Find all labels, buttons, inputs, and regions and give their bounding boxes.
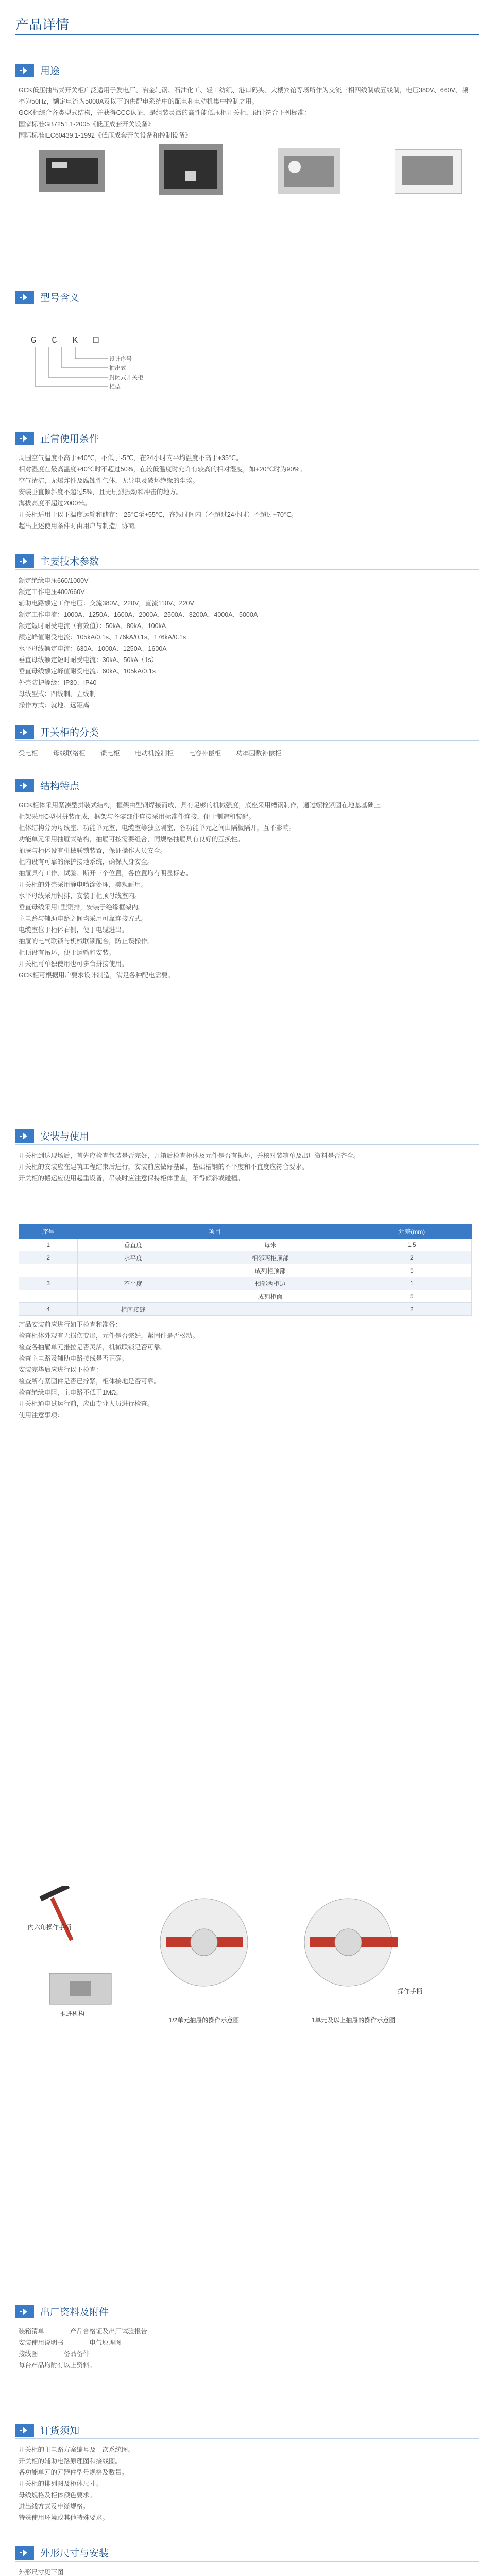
list-item bbox=[19, 2348, 472, 2360]
section-title: 正常使用条件 bbox=[40, 434, 99, 445]
list-item: 相对湿度在最高温度+40℃时不超过50%，在较低温度时允许有较高的相对湿度，如+20℃时为90%。 bbox=[19, 466, 306, 473]
list-item: 外形尺寸见下图 bbox=[19, 2569, 64, 2576]
install-note: 开关柜通电试运行前，应由专业人员进行检查。 bbox=[19, 1400, 154, 1408]
model-label: 柜型 bbox=[109, 384, 121, 390]
list-item: 特殊使用环境或其他特殊要求。 bbox=[19, 2514, 109, 2521]
install-notes bbox=[19, 1319, 472, 1421]
structure-paragraph: 水平母线采用铜排，安装于柜顶母线室内。 bbox=[19, 892, 141, 900]
product-image-2 bbox=[155, 135, 227, 198]
table-cell: 垂直度 bbox=[78, 1239, 189, 1251]
usage-paragraph: GCK柜综合各类型式结构，并获得CCC认证，是组装灵活的高性能低压柜开关柜，设计符合下列标准： bbox=[19, 109, 311, 116]
structure-paragraph: 电缆室位于柜体右侧，便于电缆进出。 bbox=[19, 926, 128, 934]
section-accessories bbox=[15, 2303, 479, 2320]
cabinet-type: 母线联络柜 bbox=[53, 750, 86, 757]
list-item: 安装垂直倾斜度不超过5%，且无剧烈振动和冲击的地方。 bbox=[19, 488, 183, 496]
conditions-list bbox=[19, 452, 472, 532]
section-marker-icon bbox=[15, 2305, 34, 2318]
list-item: 外壳防护等级：IP30、IP40 bbox=[19, 679, 97, 686]
table-row bbox=[19, 1251, 472, 1264]
table-header: 序号 bbox=[19, 1225, 78, 1239]
section-conditions bbox=[15, 430, 479, 447]
list-item: 额定工作电压400/660V bbox=[19, 588, 85, 596]
cabinet-type: 功率因数补偿柜 bbox=[236, 750, 282, 757]
product-image-1 bbox=[36, 135, 108, 198]
structure-paragraph: 柜内设有可靠的保护接地系统，确保人身安全。 bbox=[19, 858, 154, 866]
list-item: 超出上述使用条件时由用户与制造厂协商。 bbox=[19, 522, 141, 530]
table-header: 项目 bbox=[78, 1225, 352, 1239]
model-label: 设计序号 bbox=[109, 356, 132, 362]
dimensions-list bbox=[19, 2567, 472, 2576]
list-item: 额定短时耐受电流（有效值）：50kA、80kA、100kA bbox=[19, 622, 166, 630]
structure-paragraph: 开关柜的外壳采用静电喷涂处理，美观耐用。 bbox=[19, 881, 148, 888]
usage-paragraph: 国际标准IEC60439.1-1992《低压成套开关设备和控制设备》 bbox=[19, 132, 192, 139]
table-row bbox=[19, 1277, 472, 1290]
table-header: 允差(mm) bbox=[352, 1225, 471, 1239]
table-row bbox=[19, 1264, 472, 1277]
table-cell: 成列柜顶部 bbox=[189, 1264, 352, 1277]
page-title: 产品详情 bbox=[15, 17, 70, 32]
section-divider bbox=[15, 2438, 479, 2439]
section-marker-icon bbox=[15, 64, 34, 77]
table-cell: 2 bbox=[352, 1303, 471, 1316]
section-marker-icon bbox=[15, 2424, 34, 2437]
structure-paragraph: 柜架采用C型材拼装而成，框架与各零部件连接采用标准件连接，便于制造和装配。 bbox=[19, 813, 255, 820]
table-cell: 每米 bbox=[189, 1239, 352, 1251]
section-marker-icon bbox=[15, 554, 34, 568]
section-title: 开关柜的分类 bbox=[40, 727, 99, 738]
list-item: 空气清洁，无爆炸性及腐蚀性气体，无导电及破坏绝缘的尘埃。 bbox=[19, 477, 199, 484]
section-title: 结构特点 bbox=[40, 781, 80, 792]
structure-paragraph: 主电路与辅助电路之间均采用可靠连接方式。 bbox=[19, 915, 148, 922]
install-paragraph: 开关柜的搬运应使用起重设备，吊装时应注意保持柜体垂直，不得倾斜或碰撞。 bbox=[19, 1175, 244, 1182]
section-marker-icon bbox=[15, 432, 34, 445]
list-item: 开关柜的排列图及柜体尺寸。 bbox=[19, 2480, 103, 2487]
section-marker-icon bbox=[15, 2546, 34, 2560]
table-cell bbox=[19, 1264, 78, 1277]
structure-paragraph: 开关柜可单独使用也可多台拼接使用。 bbox=[19, 960, 128, 968]
section-divider bbox=[15, 1144, 479, 1145]
accessories-note: 每台产品均附有以上资料。 bbox=[19, 2362, 96, 2369]
table-cell: 5 bbox=[352, 1264, 471, 1277]
table-cell bbox=[78, 1264, 189, 1277]
table-cell bbox=[19, 1290, 78, 1303]
accessories-list bbox=[19, 2326, 472, 2371]
section-classify bbox=[15, 723, 479, 741]
accessory-item: 装箱清单 bbox=[19, 2328, 45, 2335]
table-row bbox=[19, 1290, 472, 1303]
structure-paragraph: 抽屉与柜体设有机械联锁装置，保证操作人员安全。 bbox=[19, 847, 167, 854]
accessory-item: 电气原理图 bbox=[89, 2339, 122, 2346]
section-dimensions bbox=[15, 2544, 479, 2562]
section-title: 型号含义 bbox=[40, 293, 80, 303]
table-row bbox=[19, 1303, 472, 1316]
section-title: 外形尺寸与安装 bbox=[40, 2548, 109, 2559]
cabinet-type: 受电柜 bbox=[19, 750, 38, 757]
model-diagram-lines bbox=[31, 347, 113, 394]
section-structure bbox=[15, 777, 479, 794]
cabinet-type: 电容补偿柜 bbox=[189, 750, 221, 757]
model-label: 封闭式开关柜 bbox=[109, 375, 143, 381]
table-cell: 水平度 bbox=[78, 1251, 189, 1264]
table-cell bbox=[189, 1303, 352, 1316]
structure-paragraph: 垂直母线采用L型铜排，安装于绝缘框架内。 bbox=[19, 904, 145, 911]
list-item: 额定工作电流：1000A、1250A、1600A、2000A、2500A、3200A、4000A、5000A bbox=[19, 611, 258, 618]
table-cell: 相邻两柜边 bbox=[189, 1277, 352, 1290]
section-install bbox=[15, 1127, 479, 1145]
list-item: 开关柜的辅助电路原理图和接线图。 bbox=[19, 2458, 122, 2465]
tolerance-table bbox=[19, 1224, 472, 1316]
section-title: 用途 bbox=[40, 66, 60, 77]
cabinet-type: 馈电柜 bbox=[100, 750, 120, 757]
list-item: 垂直母线额定峰值耐受电流：60kA、105kA/0.1s bbox=[19, 668, 156, 675]
table-cell: 1 bbox=[352, 1277, 471, 1290]
section-model bbox=[15, 289, 479, 306]
title-divider bbox=[15, 34, 479, 35]
install-note: 安装完毕后应进行以下检查： bbox=[19, 1366, 103, 1374]
table-cell: 2 bbox=[352, 1251, 471, 1264]
section-title: 安装与使用 bbox=[40, 1131, 90, 1142]
section-marker-icon bbox=[15, 1129, 34, 1143]
structure-paragraph: 柜顶设有吊环，便于运输和安装。 bbox=[19, 949, 115, 956]
install-note: 产品安装前应进行如下检查和准备： bbox=[19, 1321, 122, 1328]
section-ordering bbox=[15, 2421, 479, 2439]
list-item: 母线型式：四线制、五线制 bbox=[19, 690, 96, 698]
list-item: 各功能单元的元器件型号规格及数量。 bbox=[19, 2469, 128, 2476]
list-item bbox=[19, 2337, 472, 2348]
table-cell: 成列柜面 bbox=[189, 1290, 352, 1303]
list-item: 周围空气温度不高于+40℃，不低于-5℃，在24小时内平均温度不高于+35℃。 bbox=[19, 454, 243, 462]
install-note: 检查柜体外观有无损伤变形，元件是否完好，紧固件是否松动。 bbox=[19, 1332, 199, 1340]
diagram-caption: 内六角操作手柄 bbox=[27, 1924, 71, 1931]
section-marker-icon bbox=[15, 725, 34, 739]
list-item: 水平母线额定电流：630A、1000A、1250A、1600A bbox=[19, 645, 167, 652]
table-row bbox=[19, 1239, 472, 1251]
model-code: G C K □ bbox=[31, 336, 104, 346]
diagram-caption: 1单元及以上抽屉的操作示意图 bbox=[311, 2016, 396, 2024]
structure-paragraph: 柜体结构分为母线室、功能单元室、电缆室等独立隔室，各功能单元之间由隔板隔开，互不影响。 bbox=[19, 824, 296, 832]
structure-paragraph: GCK柜可根据用户要求设计制造，满足各种配电需要。 bbox=[19, 972, 175, 979]
table-cell bbox=[78, 1290, 189, 1303]
section-tech bbox=[15, 552, 479, 570]
list-item: 辅助电路额定工作电压：交流380V、220V，直流110V、220V bbox=[19, 600, 194, 607]
accessory-item: 安装使用说明书 bbox=[19, 2339, 64, 2346]
install-note: 检查主电路及辅助电路接线是否正确。 bbox=[19, 1355, 128, 1362]
structure-text bbox=[19, 800, 472, 981]
structure-paragraph: 功能单元采用抽屉式结构，抽屉可按需要组合，同规格抽屉具有良好的互换性。 bbox=[19, 836, 244, 843]
install-text bbox=[19, 1150, 472, 1184]
section-divider bbox=[15, 2561, 479, 2562]
table-cell: 柜间接缝 bbox=[78, 1303, 189, 1316]
cabinet-types bbox=[19, 748, 295, 757]
list-item: 进出线方式及电缆规格。 bbox=[19, 2503, 90, 2510]
cabinet-type: 电动机控制柜 bbox=[135, 750, 174, 757]
install-note: 使用注意事项： bbox=[19, 1412, 64, 1419]
section-title: 出厂资料及附件 bbox=[40, 2307, 109, 2318]
tech-list bbox=[19, 575, 472, 711]
install-paragraph: 开关柜到达现场后，首先应检查包装是否完好，开箱后检查柜体及元件是否有损坏，并核对装箱单及出厂资料是否齐全。 bbox=[19, 1152, 360, 1159]
product-image-3 bbox=[273, 135, 345, 198]
section-usage bbox=[15, 62, 479, 79]
section-divider bbox=[15, 740, 479, 741]
list-item: 垂直母线额定短时耐受电流：30kA、50kA（1s） bbox=[19, 656, 158, 664]
ordering-list bbox=[19, 2444, 472, 2523]
accessory-item: 备品备件 bbox=[63, 2350, 90, 2358]
accessory-item: 产品合格证及出厂试验报告 bbox=[70, 2328, 148, 2335]
list-item: 开关柜适用于以下温度运输和储存：-25℃至+55℃，在短时间内（不超过24小时）不超过+70℃。 bbox=[19, 511, 298, 518]
install-note: 检查所有紧固件是否已拧紧，柜体接地是否可靠。 bbox=[19, 1378, 161, 1385]
structure-paragraph: GCK柜体采用紧凑型拼装式结构，框架由型钢焊接而成，具有足够的机械强度，底座采用槽钢制作，通过螺栓紧固在地基基础上。 bbox=[19, 802, 387, 809]
product-image-4 bbox=[391, 135, 464, 198]
model-label: 抽出式 bbox=[109, 365, 126, 371]
list-item: 海拔高度不超过2000米。 bbox=[19, 500, 91, 507]
list-item bbox=[19, 2326, 472, 2337]
list-item: 操作方式：就地、远距离 bbox=[19, 702, 90, 709]
list-item: 额定绝缘电压660/1000V bbox=[19, 577, 89, 584]
list-item: 母线规格及柜体颜色要求。 bbox=[19, 2492, 96, 2499]
table-header-row bbox=[19, 1225, 472, 1239]
usage-paragraph: 国家标准GB7251.1-2005《低压成套开关设备》 bbox=[19, 121, 155, 128]
structure-paragraph: 抽屉的电气联锁与机械联锁配合，防止误操作。 bbox=[19, 938, 154, 945]
table-cell: 4 bbox=[19, 1303, 78, 1316]
table-cell: 3 bbox=[19, 1277, 78, 1290]
accessory-item: 接线图 bbox=[19, 2350, 38, 2358]
section-divider bbox=[15, 569, 479, 570]
install-paragraph: 开关柜的安装应在建筑工程结束后进行，安装前应做好基础，基础槽钢的不平度和不直度应符合要求。 bbox=[19, 1163, 309, 1171]
section-marker-icon bbox=[15, 291, 34, 304]
table-cell: 1 bbox=[19, 1239, 78, 1251]
diagram-caption: 1/2单元抽屉的操作示意图 bbox=[168, 2016, 240, 2024]
section-title: 主要技术参数 bbox=[40, 556, 99, 567]
usage-paragraph: GCK低压抽出式开关柜广泛适用于发电厂、冶金轧钢、石油化工、轻工纺织、港口码头、大楼宾馆等场所作为交流三相四线制或五线制，电压380V、660V、频率为50Hz，额定电流为5000A及以下的供配电系统中的配电和电动机集中控制之用。 bbox=[19, 87, 468, 105]
table-cell: 2 bbox=[19, 1251, 78, 1264]
diagram-caption: 操作手柄 bbox=[397, 1988, 422, 1995]
install-note: 检查各抽屉单元推拉是否灵活，机械联锁是否可靠。 bbox=[19, 1344, 167, 1351]
structure-paragraph: 抽屉具有工作、试验、断开三个位置，各位置均有明显标志。 bbox=[19, 870, 193, 877]
section-title: 订货须知 bbox=[40, 2426, 80, 2436]
table-cell: 1.5 bbox=[352, 1239, 471, 1251]
diagram-caption: 推进机构 bbox=[59, 2010, 84, 2018]
section-marker-icon bbox=[15, 779, 34, 792]
usage-text bbox=[19, 84, 472, 141]
table-cell: 相邻两柜顶部 bbox=[189, 1251, 352, 1264]
list-item: 开关柜的主电路方案编号及一次系统图。 bbox=[19, 2446, 135, 2453]
install-note: 检查绝缘电阻，主电路不低于1MΩ。 bbox=[19, 1389, 123, 1396]
table-cell: 不平度 bbox=[78, 1277, 189, 1290]
table-cell: 5 bbox=[352, 1290, 471, 1303]
list-item: 额定峰值耐受电流：105kA/0.1s、176kA/0.1s、176kA/0.1s bbox=[19, 634, 186, 641]
